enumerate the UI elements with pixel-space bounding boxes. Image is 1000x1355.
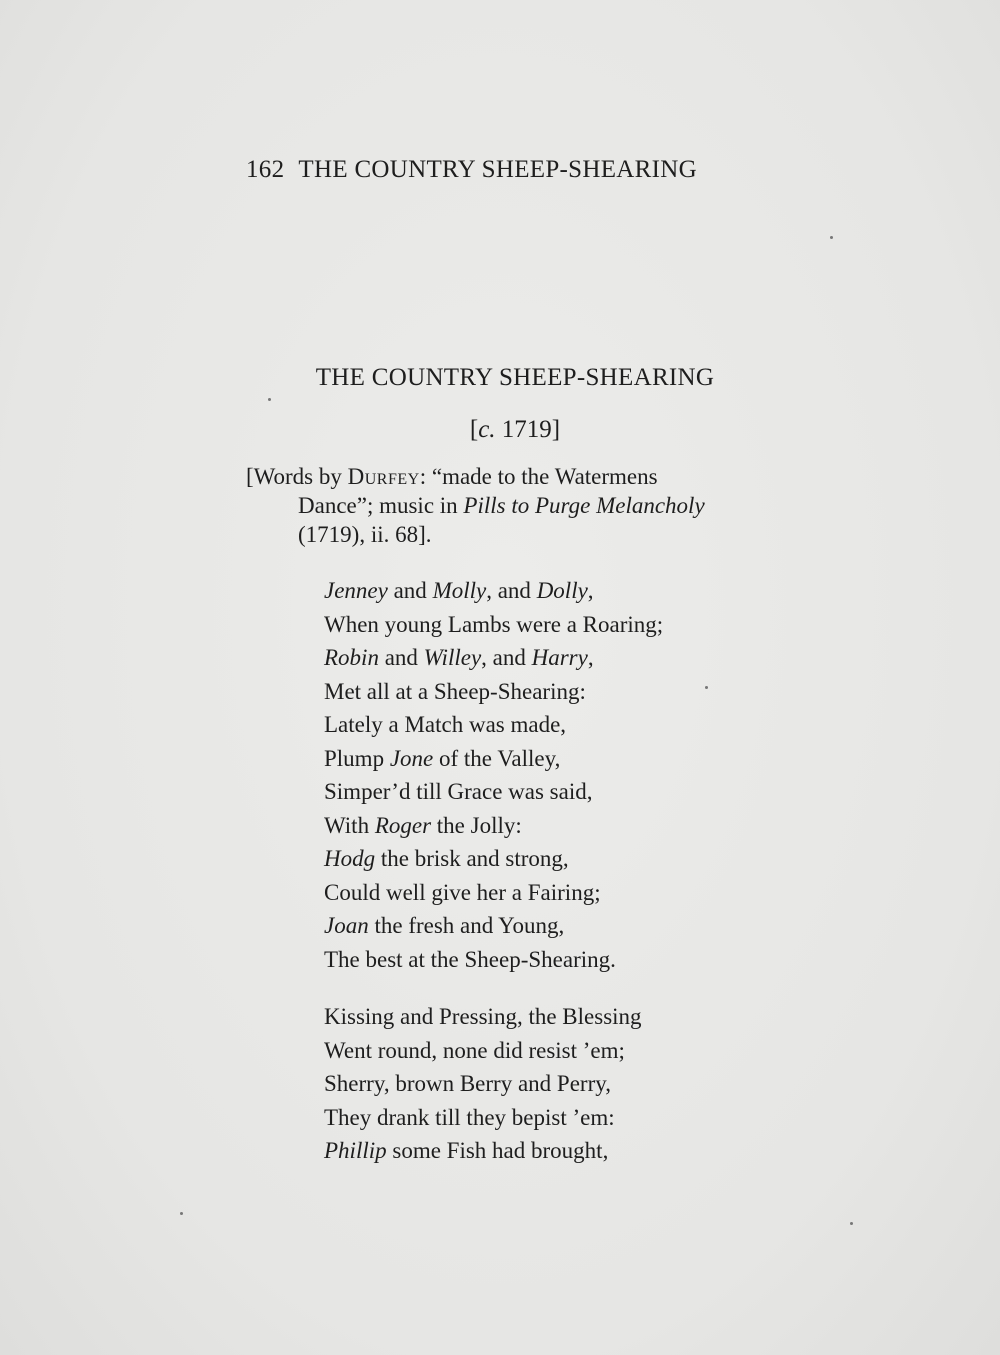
poem-date	[200, 416, 830, 444]
verse-line: Simper’d till Grace was said,	[324, 779, 593, 804]
verse-line	[324, 809, 663, 843]
author-name: Durfey	[347, 464, 420, 489]
name-italic: Jone	[389, 745, 434, 771]
verse-text: of the Valley,	[433, 745, 561, 771]
note-text: : “made to the Watermens	[419, 464, 658, 489]
name-italic: Harry	[531, 645, 588, 670]
verse-text: and	[387, 578, 433, 603]
paper-speck	[180, 1212, 183, 1215]
verse-text: ,	[587, 578, 594, 603]
running-head-title: THE COUNTRY SHEEP-SHEARING	[298, 156, 697, 183]
poem-title: THE COUNTRY SHEEP-SHEARING	[315, 364, 715, 391]
name-italic: Molly	[432, 578, 487, 603]
verse-line	[324, 842, 663, 876]
verse-line: Could well give her a Fairing;	[324, 879, 601, 905]
verse-line	[324, 641, 663, 675]
note-text: Dance”; music in	[298, 493, 464, 518]
verse-text: ,	[587, 645, 594, 670]
date-circa: c.	[478, 416, 496, 443]
paper-speck	[705, 686, 708, 689]
verse-line: Sherry, brown Berry and Perry,	[324, 1071, 611, 1096]
verse-line: When young Lambs were a Roaring;	[324, 611, 664, 637]
paper-speck	[830, 236, 833, 239]
stanza-2	[324, 1000, 642, 1168]
verse-line	[324, 1134, 642, 1168]
book-title: Pills to Purge Melancholy	[463, 493, 705, 518]
verse-text: With	[324, 812, 375, 838]
name-italic: Phillip	[324, 1138, 387, 1163]
name-italic: Jenney	[324, 578, 388, 603]
verse-line: They drank till they bepist ’em:	[324, 1104, 615, 1130]
verse-line: Went round, none did resist ’em;	[324, 1037, 625, 1063]
editorial-note	[246, 462, 791, 549]
stanza-1	[324, 574, 663, 976]
verse-line: Met all at a Sheep-Shearing:	[324, 678, 586, 704]
verse-text: Plump	[324, 745, 390, 771]
verse-text: the Jolly:	[431, 812, 522, 838]
name-italic: Roger	[374, 812, 432, 838]
verse-text: and	[378, 645, 424, 670]
note-text: [Words by	[246, 464, 348, 489]
verse-line	[324, 742, 663, 776]
verse-line: Lately a Match was made,	[324, 712, 567, 737]
verse-text: , and	[481, 645, 532, 670]
verse-line	[324, 574, 663, 608]
note-line-2	[246, 491, 791, 520]
name-italic: Willey	[423, 645, 482, 670]
page-number: 162	[246, 156, 285, 183]
date-bracket: [	[469, 416, 479, 443]
name-italic: Joan	[324, 913, 369, 938]
verse-text: some Fish had brought,	[386, 1138, 609, 1163]
running-head	[246, 156, 766, 184]
name-italic: Hodg	[324, 846, 376, 871]
verse-text: the brisk and strong,	[375, 846, 569, 871]
verse-line: Kissing and Pressing, the Blessing	[324, 1004, 642, 1029]
name-italic: Robin	[324, 645, 379, 670]
verse-line	[324, 909, 663, 943]
paper-speck	[850, 1222, 853, 1225]
verse-text: , and	[486, 578, 537, 603]
paper-speck	[268, 398, 271, 401]
verse-line: The best at the Sheep-Shearing.	[324, 946, 616, 972]
note-line-1	[246, 462, 791, 491]
date-year: 1719]	[495, 416, 561, 443]
name-italic: Dolly	[536, 578, 588, 603]
verse-text: the fresh and Young,	[368, 913, 565, 938]
note-line-3: (1719), ii. 68].	[298, 522, 432, 547]
